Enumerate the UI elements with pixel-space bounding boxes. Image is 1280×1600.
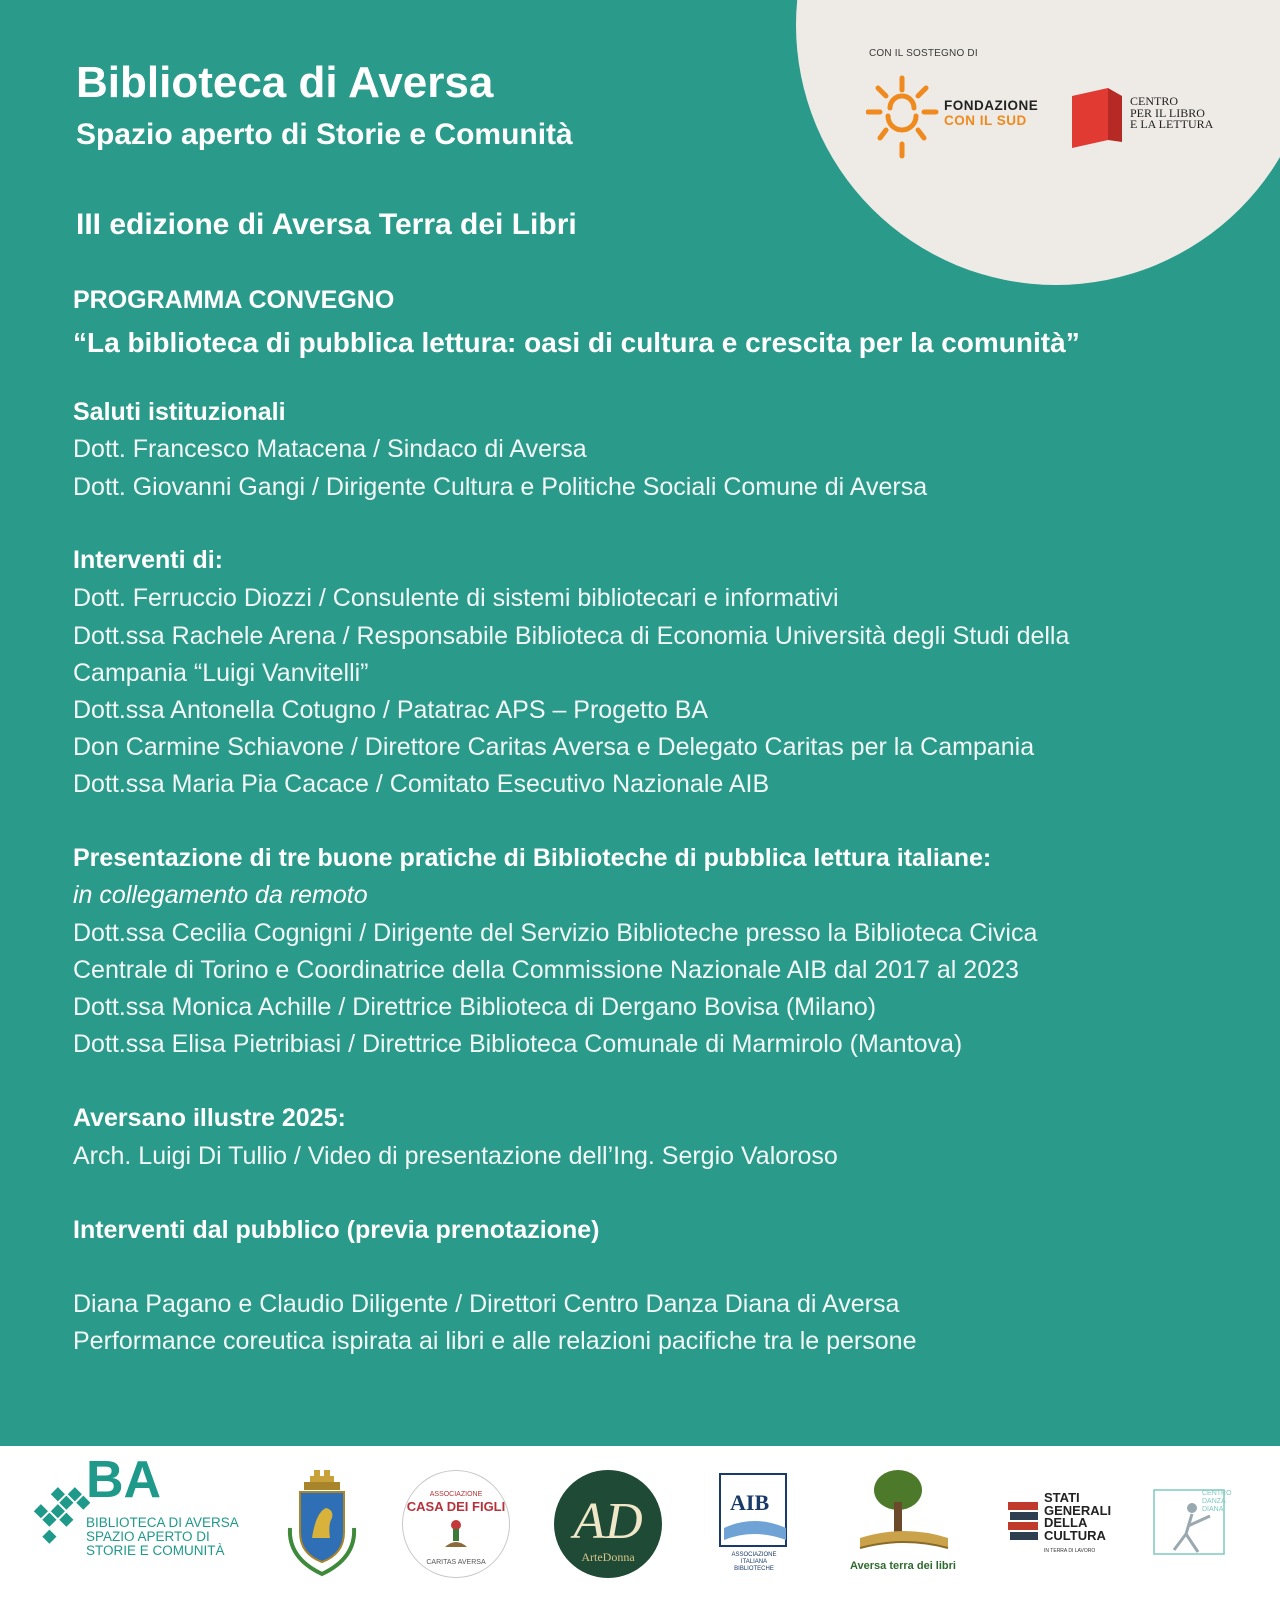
partner-logos-footer xyxy=(0,1446,1280,1600)
sgc-line-2: GENERALI xyxy=(1044,1502,1112,1518)
program-title: “La biblioteca di pubblica lettura: oasi di cultura e crescita per la comunità” xyxy=(73,327,1080,358)
speaker-line: Don Carmine Schiavone / Direttore Caritas Aversa e Delegato Caritas per la Campania xyxy=(73,733,1035,761)
section-heading-saluti: Saluti istituzionali xyxy=(73,398,286,426)
ba-logo-line-2: SPAZIO APERTO DI xyxy=(86,1529,210,1544)
program-label: PROGRAMMA CONVEGNO xyxy=(73,286,395,314)
stati-generali-cultura-logo xyxy=(1006,1492,1116,1562)
helping-hand-icon xyxy=(441,1517,471,1553)
speaker-line: Performance coreutica ispirata ai libri e alle relazioni pacifiche tra le persone xyxy=(73,1327,917,1355)
cdd-line-1: CENTRO xyxy=(1202,1490,1232,1497)
remote-note: in collegamento da remoto xyxy=(73,881,368,909)
edition-title: III edizione di Aversa Terra dei Libri xyxy=(76,208,577,241)
speaker-line: Dott.ssa Antonella Cotugno / Patatrac APS – Progetto BA xyxy=(73,696,709,724)
aversa-terra-dei-libri-text: Aversa terra dei libri xyxy=(850,1560,956,1572)
speaker-line: Dott.ssa Elisa Pietribiasi / Direttrice Biblioteca Comunale di Marmirolo (Mantova) xyxy=(73,1030,963,1058)
aversa-terra-dei-libri-logo xyxy=(850,1466,960,1584)
sgc-line-3: DELLA xyxy=(1044,1515,1088,1530)
aib-caption xyxy=(716,1552,792,1573)
tree-book-icon xyxy=(854,1466,954,1558)
page-subtitle: Spazio aperto di Storie e Comunità xyxy=(76,118,573,151)
speaker-line: Dott. Giovanni Gangi / Dirigente Cultura e Politiche Sociali Comune di Aversa xyxy=(73,473,928,501)
ba-logo-line-3: STORIE E COMUNITÀ xyxy=(86,1543,225,1558)
speaker-line: Dott. Ferruccio Diozzi / Consulente di sistemi bibliotecari e informativi xyxy=(73,584,839,612)
casa-line-3: CARITAS AVERSA xyxy=(426,1559,486,1566)
section-heading-pubblico: Interventi dal pubblico (previa prenotazione) xyxy=(73,1216,600,1244)
speaker-line: Dott.ssa Monica Achille / Direttrice Biblioteca di Dergano Bovisa (Milano) xyxy=(73,993,877,1021)
aib-line-2: ITALIANA xyxy=(740,1559,768,1565)
casa-line-2: CASA DEI FIGLI xyxy=(406,1499,506,1514)
aib-letters: AIB xyxy=(730,1490,770,1515)
speaker-line: Diana Pagano e Claudio Diligente / Direttori Centro Danza Diana di Aversa xyxy=(73,1290,900,1318)
artedonna-name: ArteDonna xyxy=(581,1550,635,1564)
speaker-line: Dott. Francesco Matacena / Sindaco di Aversa xyxy=(73,435,587,463)
cepell-line-1: CENTRO xyxy=(1130,94,1178,108)
sgc-line-1: STATI xyxy=(1044,1490,1080,1505)
cepell-wordmark xyxy=(1130,96,1213,131)
centro-danza-diana-logo xyxy=(1152,1486,1236,1560)
speaker-line: Centrale di Torino e Coordinatrice della Commissione Nazionale AIB dal 2017 al 2023 xyxy=(73,956,1019,984)
speaker-line: Dott.ssa Maria Pia Cacace / Comitato Esecutivo Nazionale AIB xyxy=(73,770,770,798)
ba-logo-letters: BA xyxy=(86,1451,162,1509)
ba-logo-line-1: BIBLIOTECA DI AVERSA xyxy=(86,1515,239,1530)
speaker-line: Dott.ssa Cecilia Cognigni / Dirigente del Servizio Biblioteche presso la Biblioteca Civica xyxy=(73,919,1038,947)
aib-line-3: BIBLIOTECHE xyxy=(734,1566,774,1572)
ba-logo-text xyxy=(86,1516,239,1558)
artedonna-letters: AD xyxy=(573,1493,643,1550)
cepell-line-2: PER IL LIBRO xyxy=(1130,105,1205,120)
casa-dei-figli-logo xyxy=(402,1470,510,1578)
aib-logo xyxy=(716,1470,792,1580)
cdd-line-2: DANZA xyxy=(1202,1498,1226,1505)
speaker-line: Dott.ssa Rachele Arena / Responsabile Biblioteca di Economia Università degli Studi della xyxy=(73,622,1070,650)
section-heading-aversano: Aversano illustre 2025: xyxy=(73,1104,346,1132)
fondazione-con-il-sud-wordmark xyxy=(944,98,1038,128)
artedonna-logo xyxy=(554,1470,662,1578)
section-heading-presentazione: Presentazione di tre buone pratiche di Biblioteche di pubblica lettura italiane: xyxy=(73,844,992,872)
fondazione-line-2: CON IL SUD xyxy=(944,113,1027,128)
speaker-line: Campania “Luigi Vanvitelli” xyxy=(73,659,369,687)
cdd-text xyxy=(1202,1490,1232,1514)
aib-line-1: ASSOCIAZIONE xyxy=(731,1552,777,1558)
speaker-line: Arch. Luigi Di Tullio / Video di presentazione dell’Ing. Sergio Valoroso xyxy=(73,1142,838,1170)
sgc-line-4: CULTURA xyxy=(1044,1527,1106,1543)
casa-line-1: ASSOCIAZIONE xyxy=(429,1491,483,1498)
sponsor-caption: CON IL SOSTEGNO DI xyxy=(869,48,978,59)
books-stack-icon xyxy=(1006,1500,1040,1550)
cepell-line-3: E LA LETTURA xyxy=(1130,117,1214,131)
cdd-line-3: DIANA xyxy=(1202,1506,1224,1513)
aversa-coat-of-arms-icon xyxy=(282,1468,362,1582)
fondazione-line-1: FONDAZIONE xyxy=(944,98,1039,113)
ba-checker-icon xyxy=(30,1474,90,1564)
sgc-subtitle: IN TERRA DI LAVORO xyxy=(1044,1548,1096,1554)
page-title: Biblioteca di Aversa xyxy=(76,58,494,107)
sgc-title xyxy=(1044,1492,1111,1542)
cepell-logo xyxy=(1068,86,1128,150)
section-heading-interventi: Interventi di: xyxy=(73,546,224,574)
